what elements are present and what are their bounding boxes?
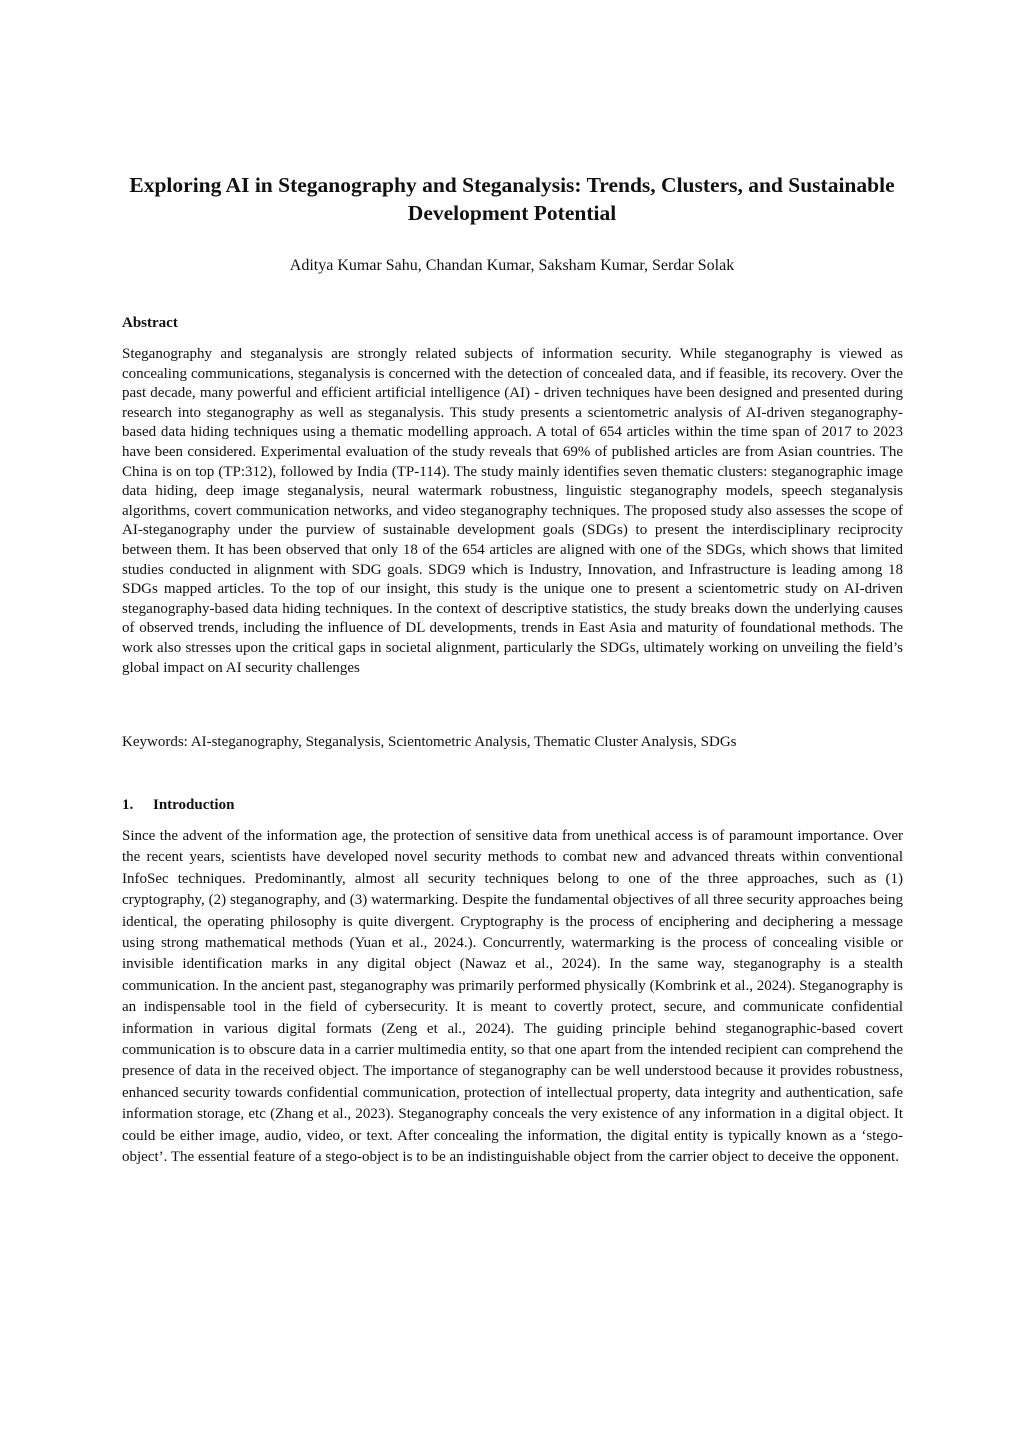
section-number: 1.: [122, 797, 134, 813]
abstract-heading: Abstract: [122, 315, 178, 331]
section-title: Introduction: [153, 797, 235, 813]
keywords: Keywords: AI-steganography, Steganalysis, Scientometric Analysis, Thematic Cluster Analysis, SDGs: [122, 734, 737, 750]
author-list: Aditya Kumar Sahu, Chandan Kumar, Saksham Kumar, Serdar Solak: [289, 257, 735, 274]
paper-title: Exploring AI in Steganography and Steganalysis: Trends, Clusters, and Sustainable Development Potential: [129, 173, 895, 225]
introduction-heading: [122, 795, 234, 815]
abstract-text: Steganography and steganalysis are strongly related subjects of information security. While steganography is viewed as concealing communications, steganalysis is concerned with the detection of concealed data, and if feasible, its recovery. Over the past decade, many powerful and efficient artificial intelligence (AI) - driven techniques have been designed and presented during research into steganography as well as steganalysis. This study presents a scientometric analysis of AI-driven steganography-based data hiding techniques using a thematic modelling approach. A total of 654 articles within the time span of 2017 to 2023 have been considered. Experimental evaluation of the study reveals that 69% of published articles are from Asian countries. The China is on top (TP:312), followed by India (TP-114). The study mainly identifies seven thematic clusters: steganographic image data hiding, deep image steganalysis, neural watermark robustness, linguistic steganography models, speech steganalysis algorithms, covert communication networks, and video steganography techniques. The proposed study also assesses the scope of AI-steganography under the purview of sustainable development goals (SDGs) to present the interdisciplinary reciprocity between them. It has been observed that only 18 of the 654 articles are aligned with one of the SDGs, which shows that limited studies conducted in alignment with SDG goals. SDG9 which is Industry, Innovation, and Infrastructure is leading among 18 SDGs mapped articles. To the top of our insight, this study is the unique one to present a scientometric study on AI-driven steganography-based data hiding techniques. In the context of descriptive statistics, the study breaks down the underlying causes of observed trends, including the influence of DL developments, trends in East Asia and maturity of foundational methods. The work also stresses upon the critical gaps in societal alignment, particularly the SDGs, ultimately working on unveiling the field’s global impact on AI security challenges: [122, 346, 903, 676]
introduction-text: Since the advent of the information age, the protection of sensitive data from unethical access is of paramount importance. Over the recent years, scientists have developed novel security methods to combat new and advanced threats within conventional InfoSec techniques. Predominantly, almost all security techniques belong to one of the three approaches, such as (1) cryptography, (2) steganography, and (3) watermarking. Despite the fundamental objectives of all three security approaches being identical, the operating philosophy is quite divergent. Cryptography is the process of enciphering and deciphering a message using strong mathematical methods (Yuan et al., 2024.). Concurrently, watermarking is the process of concealing visible or invisible identification marks in any digital object (Nawaz et al., 2024). In the same way, steganography is a stealth communication. In the ancient past, steganography was primarily performed physically (Kombrink et al., 2024). Steganography is an indispensable tool in the field of cybersecurity. It is meant to covertly protect, secure, and communicate confidential information in various digital formats (Zeng et al., 2024). The guiding principle behind steganographic-based covert communication is to obscure data in a carrier multimedia entity, so that one apart from the intended recipient can comprehend the presence of data in the received object. The importance of steganography can be well understood because it provides robustness, enhanced security towards confidential communication, protection of intellectual property, data integrity and authentication, safe information storage, etc (Zhang et al., 2023). Steganography conceals the very existence of any information in a digital object. It could be either image, audio, video, or text. After concealing the information, the digital entity is typically known as a ‘stego-object’. The essential feature of a stego-object is to be an indistinguishable object from the carrier object to deceive the opponent.: [122, 828, 903, 1166]
